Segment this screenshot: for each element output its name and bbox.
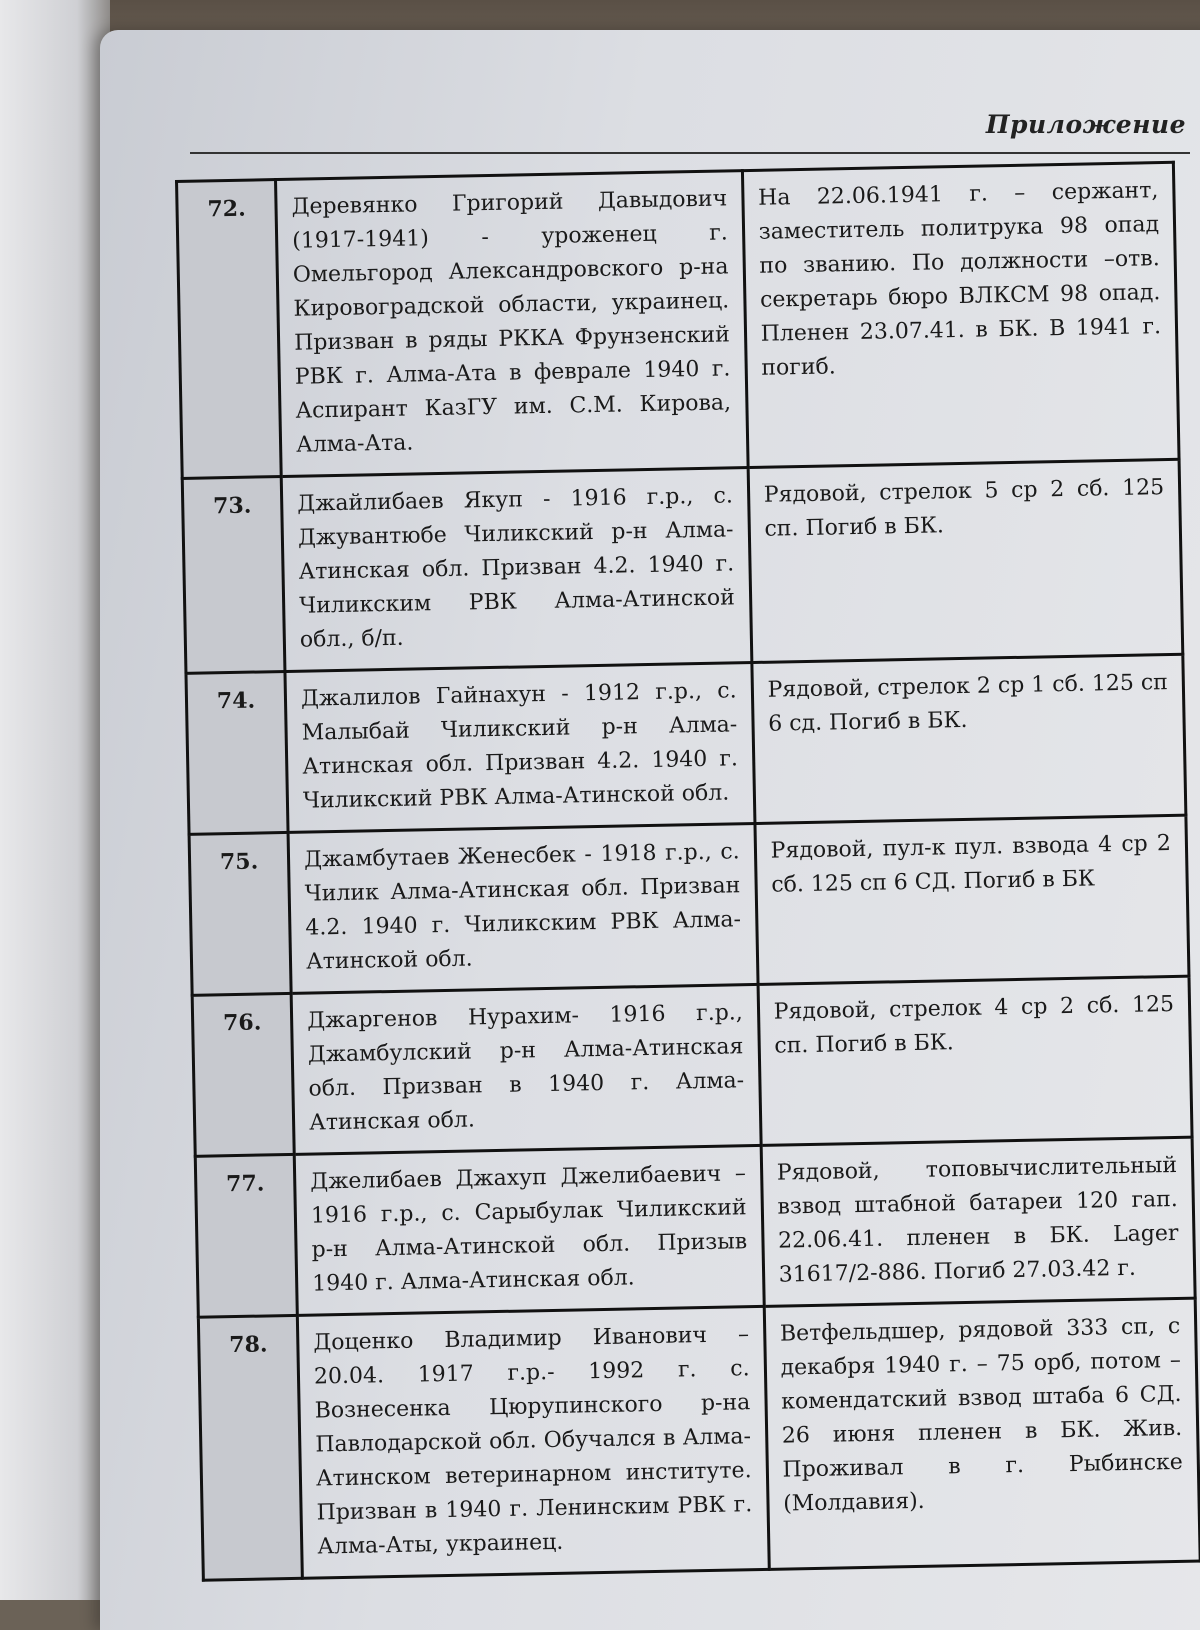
table-container bbox=[175, 161, 1200, 1582]
table-row bbox=[195, 1137, 1195, 1317]
table-row bbox=[198, 1298, 1200, 1580]
service-cell: Рядовой, топовычислительный взвод штабной батареи 120 гап. 22.06.41. пленен в БК. Lager 31617/2-886. Погиб 27.03.42 г. bbox=[761, 1137, 1195, 1306]
biography-table bbox=[175, 161, 1200, 1582]
biography-cell: Джамбутаев Женесбек - 1918 г.р., с. Чилик Алма-Атинская обл. Призван 4.2. 1940 г. Чиликским РВК Алма-Атинской обл. bbox=[288, 823, 758, 993]
biography-cell: Джелибаев Джахуп Джелибаевич – 1916 г.р., с. Сарыбулак Чиликский р-н Алма-Атинской обл. Призыв 1940 г. Алма-Атинская обл. bbox=[294, 1145, 764, 1315]
row-number: 76. bbox=[192, 993, 294, 1156]
biography-cell: Доценко Владимир Иванович – 20.04. 1917 г.р.- 1992 г. с. Вознесенка Цюрупинского р-на Павлодарской обл. Обучался в Алма-Атинском ветеринарном институте. Призван в 1940 г. Ленинским РВК г. Алма-Аты, украинец. bbox=[297, 1306, 769, 1578]
book-page bbox=[100, 30, 1200, 1630]
service-cell: Рядовой, стрелок 2 ср 1 сб. 125 сп 6 сд. Погиб в БК. bbox=[752, 654, 1186, 823]
biography-cell: Джайлибаев Якуп - 1916 г.р., с. Джувантюбе Чиликский р-н Алма-Атинская обл. Призван 4.2. 1940 г. Чиликским РВК Алма-Атинской обл., б/п. bbox=[281, 468, 751, 672]
service-cell: Ветфельдшер, рядовой 333 сп, с декабря 1940 г. – 75 орб, потом – комендатский взвод штаба 6 СД. 26 июня пленен в БК. Жив. Проживал в г. Рыбинске (Молдавия). bbox=[764, 1298, 1200, 1569]
table-row bbox=[177, 162, 1180, 478]
background-left-page bbox=[0, 0, 110, 1600]
biography-cell: Джаргенов Нурахим- 1916 г.р., Джамбулский р-н Алма-Атинская обл. Призван в 1940 г. Алма-Атинская обл. bbox=[291, 984, 761, 1154]
service-cell: Рядовой, стрелок 5 ср 2 сб. 125 сп. Погиб в БК. bbox=[748, 459, 1183, 662]
table-row bbox=[186, 654, 1186, 834]
table-row bbox=[192, 976, 1192, 1156]
row-number: 72. bbox=[177, 180, 282, 479]
row-number: 78. bbox=[198, 1315, 302, 1580]
biography-cell: Деревянко Григорий Давыдович (1917-1941) - уроженец г. Омельгород Александровского р-на Кировоградской области, украинец. Призван в ряды РККА Фрунзенский РВК г. Алма-Ата в феврале 1940 г. Аспирант КазГУ им. С.М. Кирова, Алма-Ата. bbox=[276, 171, 748, 477]
table-row bbox=[189, 815, 1189, 995]
table-row bbox=[182, 459, 1183, 673]
row-number: 75. bbox=[189, 832, 291, 995]
biography-cell: Джалилов Гайнахун - 1912 г.р., с. Малыбай Чиликский р-н Алма-Атинская обл. Призван 4.2. 1940 г. Чиликский РВК Алма-Атинской обл. bbox=[285, 663, 755, 833]
running-head: Приложение bbox=[985, 110, 1186, 139]
service-cell: Рядовой, пул-к пул. взвода 4 ср 2 сб. 125 сп 6 СД. Погиб в БК bbox=[755, 815, 1189, 984]
header-rule bbox=[190, 152, 1190, 154]
service-cell: На 22.06.1941 г. – сержант, заместитель политрука 98 опад по званию. По должности –отв. секретарь бюро ВЛКСМ 98 опад. Пленен 23.07.41. в БК. В 1941 г. погиб. bbox=[742, 162, 1179, 467]
service-cell: Рядовой, стрелок 4 ср 2 сб. 125 сп. Погиб в БК. bbox=[758, 976, 1192, 1145]
row-number: 74. bbox=[186, 671, 288, 834]
row-number: 73. bbox=[182, 477, 285, 674]
row-number: 77. bbox=[195, 1154, 297, 1317]
